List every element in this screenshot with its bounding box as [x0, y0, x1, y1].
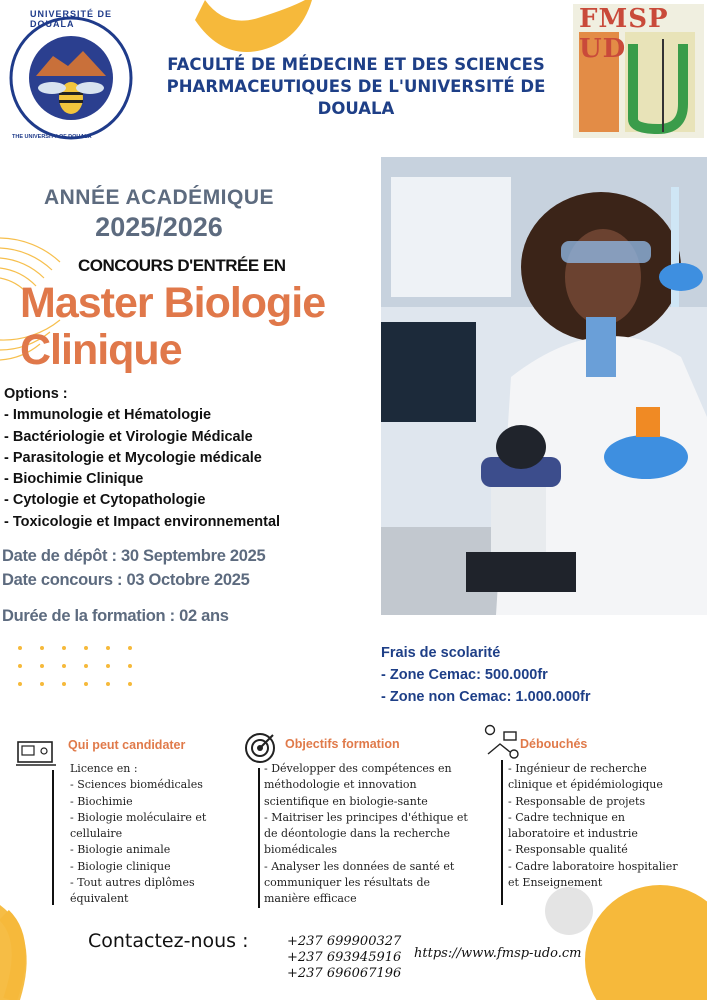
objectives-line: - Maitriser les principes d'éthique et [264, 810, 468, 824]
logo-right-text: FMSP UD [579, 4, 669, 64]
academic-year-label: ANNÉE ACADÉMIQUE [43, 186, 275, 209]
title-line-1: FACULTÉ DE MÉDECINE ET DES SCIENCES [167, 55, 545, 74]
option-item: - Biochimie Clinique [4, 471, 144, 488]
phone-number[interactable]: +237 699900327 [287, 934, 402, 949]
deposit-date: Date de dépôt : 30 Septembre 2025 [2, 547, 266, 565]
objectives-list [264, 761, 479, 908]
objectives-line: scientifique en biologie-sante [264, 794, 428, 808]
option-item: - Immunologie et Hématologie [4, 407, 212, 424]
phone-number[interactable]: +237 696067196 [287, 966, 402, 981]
page-title [140, 54, 572, 120]
fees-heading: Frais de scolarité [381, 645, 501, 661]
website-link[interactable]: https://www.fmsp-udo.cm [414, 946, 582, 961]
candidates-line: - Sciences biomédicales [70, 778, 203, 792]
objectives-line: - Développer des compétences en [264, 762, 452, 775]
careers-line: et Enseignement [508, 876, 603, 890]
careers-line: clinique et épidémiologique [508, 778, 663, 792]
candidates-line: - Biologie moléculaire et [70, 810, 207, 824]
careers-divider [501, 760, 503, 905]
computer-user-icon [16, 740, 56, 773]
objectives-line: biomédicales [264, 843, 338, 857]
careers-line: - Cadre technique en [508, 810, 625, 824]
careers-list [508, 761, 703, 891]
candidates-line: équivalent [70, 892, 129, 906]
careers-line: - Cadre laboratoire hospitalier [508, 859, 678, 873]
title-line-3: DOUALA [317, 99, 395, 118]
careers-line: - Ingénieur de recherche [508, 762, 647, 775]
options-heading: Options : [4, 386, 68, 402]
objectives-line: - Analyser les données de santé et [264, 859, 455, 873]
fmsp-logo [573, 4, 704, 138]
objectives-line: manière efficace [264, 892, 357, 906]
career-path-icon [484, 724, 520, 765]
concours-subtitle: CONCOURS D'ENTRÉE EN [78, 256, 286, 275]
phone-number[interactable]: +237 693945916 [287, 950, 402, 965]
candidates-line: - Biochimie [70, 794, 133, 808]
program-title-line-1: Master Biologie [20, 279, 326, 327]
training-duration: Durée de la formation : 02 ans [2, 607, 229, 625]
fee-non-cemac: - Zone non Cemac: 1.000.000fr [381, 689, 591, 705]
candidates-line: - Biologie clinique [70, 859, 171, 873]
options-list [4, 384, 364, 533]
logo-left-text-bottom: THE UNIVERSITY OF DOUALA [12, 134, 92, 140]
dot-grid-decoration [18, 646, 138, 690]
objectives-divider [258, 768, 260, 908]
tuition-fees [381, 642, 591, 708]
careers-line: laboratoire et industrie [508, 827, 638, 841]
objectives-title: Objectifs formation [285, 737, 400, 751]
contact-label: Contactez-nous : [88, 930, 249, 952]
objectives-line: communiquer les résultats de [264, 876, 430, 890]
careers-line: - Responsable de projets [508, 794, 646, 808]
scientist-photo [381, 157, 707, 615]
fee-cemac: - Zone Cemac: 500.000fr [381, 667, 548, 683]
candidates-line: Licence en : [70, 762, 138, 775]
candidates-divider [52, 770, 54, 905]
candidates-line: - Tout autres diplômes [70, 876, 195, 890]
candidates-list [70, 761, 240, 908]
option-item: - Bactériologie et Virologie Médicale [4, 428, 253, 445]
option-item: - Toxicologie et Impact environnemental [4, 513, 281, 530]
objectives-line: de déontologie dans la recherche [264, 827, 450, 841]
academic-year-value: 2025/2026 [95, 212, 223, 242]
careers-title: Débouchés [520, 737, 588, 751]
title-line-2: PHARMACEUTIQUES DE L'UNIVERSITÉ DE [166, 77, 546, 96]
program-title-line-2: Clinique [20, 326, 182, 374]
candidates-line: cellulaire [70, 827, 123, 841]
logo-left-text: UNIVERSITÉ DE DOUALA [30, 9, 113, 29]
candidates-title: Qui peut candidater [68, 738, 186, 752]
objectives-line: méthodologie et innovation [264, 778, 417, 792]
option-item: - Cytologie et Cytopathologie [4, 492, 206, 509]
candidates-line: - Biologie animale [70, 843, 171, 857]
phone-numbers [287, 934, 401, 982]
exam-date: Date concours : 03 Octobre 2025 [2, 571, 250, 589]
university-logo [8, 6, 134, 150]
careers-line: - Responsable qualité [508, 843, 628, 857]
option-item: - Parasitologie et Mycologie médicale [4, 449, 262, 466]
